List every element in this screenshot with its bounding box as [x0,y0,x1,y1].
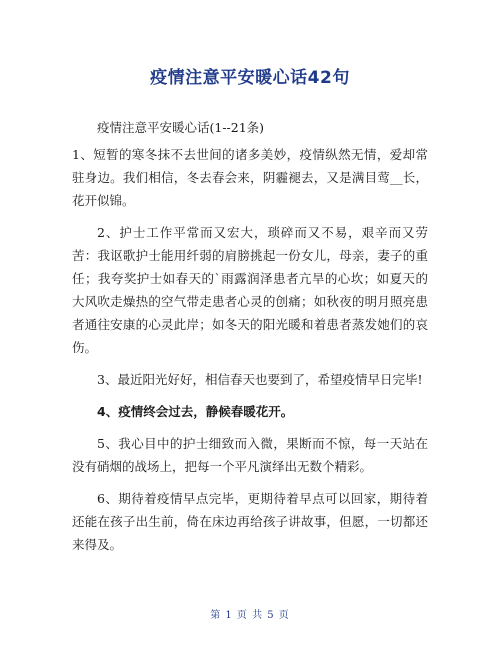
paragraph-2: 2、护士工作平常而又宏大，琐碎而又不易，艰辛而又劳苦：我讴歌护士能用纤弱的肩膀挑起一份女儿，母亲，妻子的重任；我夸奖护士如春天的`雨露润泽患者亢旱的心坎；如夏天的大风吹走燥热的空气带走患者心灵的创痛；如秋夜的明月照亮患者通往安康的心灵此岸；如冬天的阳光暖和着患者蒸发她们的哀伤。 [72,225,428,355]
document-title: 疫情注意平安暖心话42句 [150,68,350,88]
document-body [72,116,428,565]
paragraph-1: 1、短暂的寒冬抹不去世间的诸多美妙，疫情纵然无情，爱却常驻身边。我们相信，冬去春会来，阴霾褪去，又是满目莺__长，花开似锦。 [72,147,428,208]
page-footer: 第 1 页 共 5 页 [210,610,290,621]
paragraph-4: 4、疫情终会过去，静候春暖花开。 [97,404,294,419]
paragraph-3: 3、最近阳光好好，相信春天也要到了，希望疫情早日完毕! [97,372,423,387]
paragraph-5: 5、我心目中的护士细致而入微，果断而不惊，每一天站在没有硝烟的战场上，把每一个平凡演绎出无数个精彩。 [72,436,428,474]
paragraph-6: 6、期待着疫情早点完毕，更期待着早点可以回家，期待着还能在孩子出生前，倚在床边再给孩子讲故事，但愿，一切都还来得及。 [72,491,428,552]
section-subtitle: 疫情注意平安暖心话(1--21条) [97,120,265,135]
